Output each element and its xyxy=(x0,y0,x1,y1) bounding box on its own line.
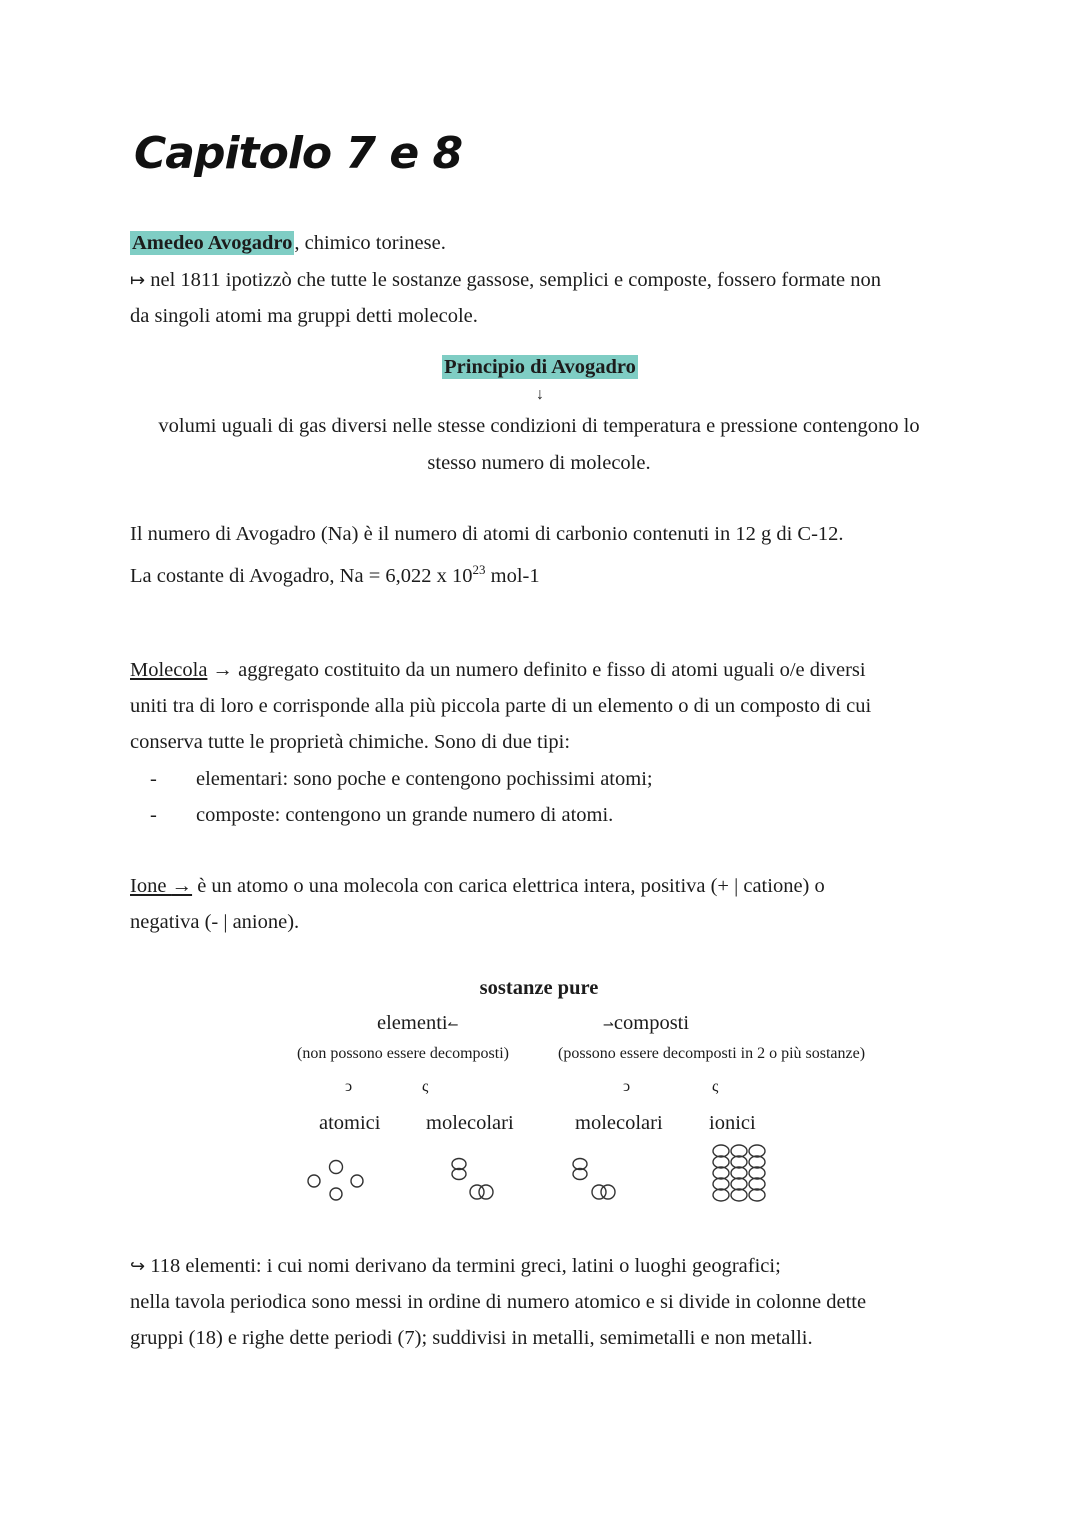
atomic-particles-icon xyxy=(308,1161,363,1201)
compound-molecules-icon xyxy=(573,1159,615,1200)
branch-glyph: ς xyxy=(712,1078,719,1095)
composti-note: (possono essere decomposti in 2 o più sostanze) xyxy=(558,1045,866,1062)
molecule-line-3: conserva tutte le proprietà chimiche. Sono di due tipi: xyxy=(130,731,571,753)
intro-desc: , chimico torinese. xyxy=(294,232,446,254)
diagram-root: sostanze pure xyxy=(479,977,599,999)
right-arrow-icon: → xyxy=(207,659,239,681)
avogadro-number-text: Il numero di Avogadro (Na) è il numero di atomi di carbonio contenuti in 12 g di C-12. xyxy=(130,523,844,545)
constant-unit: mol-1 xyxy=(485,564,540,587)
right-arrow-icon: → xyxy=(171,875,193,897)
principle-heading: Principio di Avogadro xyxy=(444,356,636,378)
leaf-atomici: atomici xyxy=(319,1112,381,1134)
constant-prefix: La costante di Avogadro, Na = 6,022 x 10 xyxy=(130,564,473,587)
composti-label: composti xyxy=(613,1012,690,1034)
molecule-term: Molecola xyxy=(130,659,208,681)
constant-exponent: 23 xyxy=(472,562,486,577)
leaf-molecolari-composti: molecolari xyxy=(575,1112,663,1134)
intro-text-1: nel 1811 ipotizzò che tutte le sostanze gassose, semplici e composte, fossero formate non xyxy=(145,269,881,291)
right-harpoon-icon: ⇀ xyxy=(603,1018,614,1033)
elements-line-3: gruppi (18) e righe dette periodi (7); suddivisi in metalli, semimetalli e non metalli. xyxy=(130,1327,813,1349)
list-dash: - xyxy=(150,768,157,790)
molecule-line-2: uniti tra di loro e corrisponde alla più piccola parte di un elemento o di un composto di cui xyxy=(130,695,872,717)
elements-line-2: nella tavola periodica sono messi in ordine di numero atomico e si divide in colonne dette xyxy=(130,1291,867,1313)
down-arrow-icon: ↓ xyxy=(536,386,544,403)
ionic-lattice-icon xyxy=(713,1145,765,1201)
branch-glyph: ↄ xyxy=(623,1078,631,1095)
list-dash: - xyxy=(150,804,157,826)
intro-line-3: da singoli atomi ma gruppi detti molecole. xyxy=(130,305,478,327)
ion-term-text: Ione xyxy=(130,875,172,897)
mapsto-arrow-icon: ↦ xyxy=(130,270,146,291)
list-item-text: elementari: sono poche e contengono pochissimi atomi; xyxy=(196,768,653,790)
list-item-text: composte: contengono un grande numero di atomi. xyxy=(196,804,614,826)
molecule-text-1: aggregato costituito da un numero definito e fisso di atomi uguali o/e diversi xyxy=(238,659,866,681)
elementi-note: (non possono essere decomposti) xyxy=(297,1045,509,1062)
highlight-avogadro: Amedeo Avogadro xyxy=(132,232,293,254)
element-molecules-icon xyxy=(452,1159,493,1200)
hook-arrow-icon: ↪ xyxy=(130,1256,146,1277)
elements-line-1 xyxy=(130,1248,781,1285)
branch-glyph: ↄ xyxy=(345,1078,353,1095)
principle-text-1: volumi uguali di gas diversi nelle stesse condizioni di temperatura e pressione contengono lo xyxy=(158,415,920,437)
leaf-molecolari-elementi: molecolari xyxy=(426,1112,514,1134)
branch-glyph: ς xyxy=(422,1078,429,1095)
leaf-ionici: ionici xyxy=(709,1112,756,1134)
page-title: Capitolo 7 e 8 xyxy=(134,128,463,179)
principle-text-2: stesso numero di molecole. xyxy=(427,452,651,474)
ion-line-2: negativa (- | anione). xyxy=(130,911,300,933)
elementi-label: elementi xyxy=(377,1012,448,1034)
ion-text-1: è un atomo o una molecola con carica elettrica intera, positiva (+ | catione) o xyxy=(192,875,825,897)
elements-text-1: 118 elementi: i cui nomi derivano da termini greci, latini o luoghi geografici; xyxy=(145,1255,781,1277)
left-harpoon-icon: ↼ xyxy=(447,1018,459,1033)
